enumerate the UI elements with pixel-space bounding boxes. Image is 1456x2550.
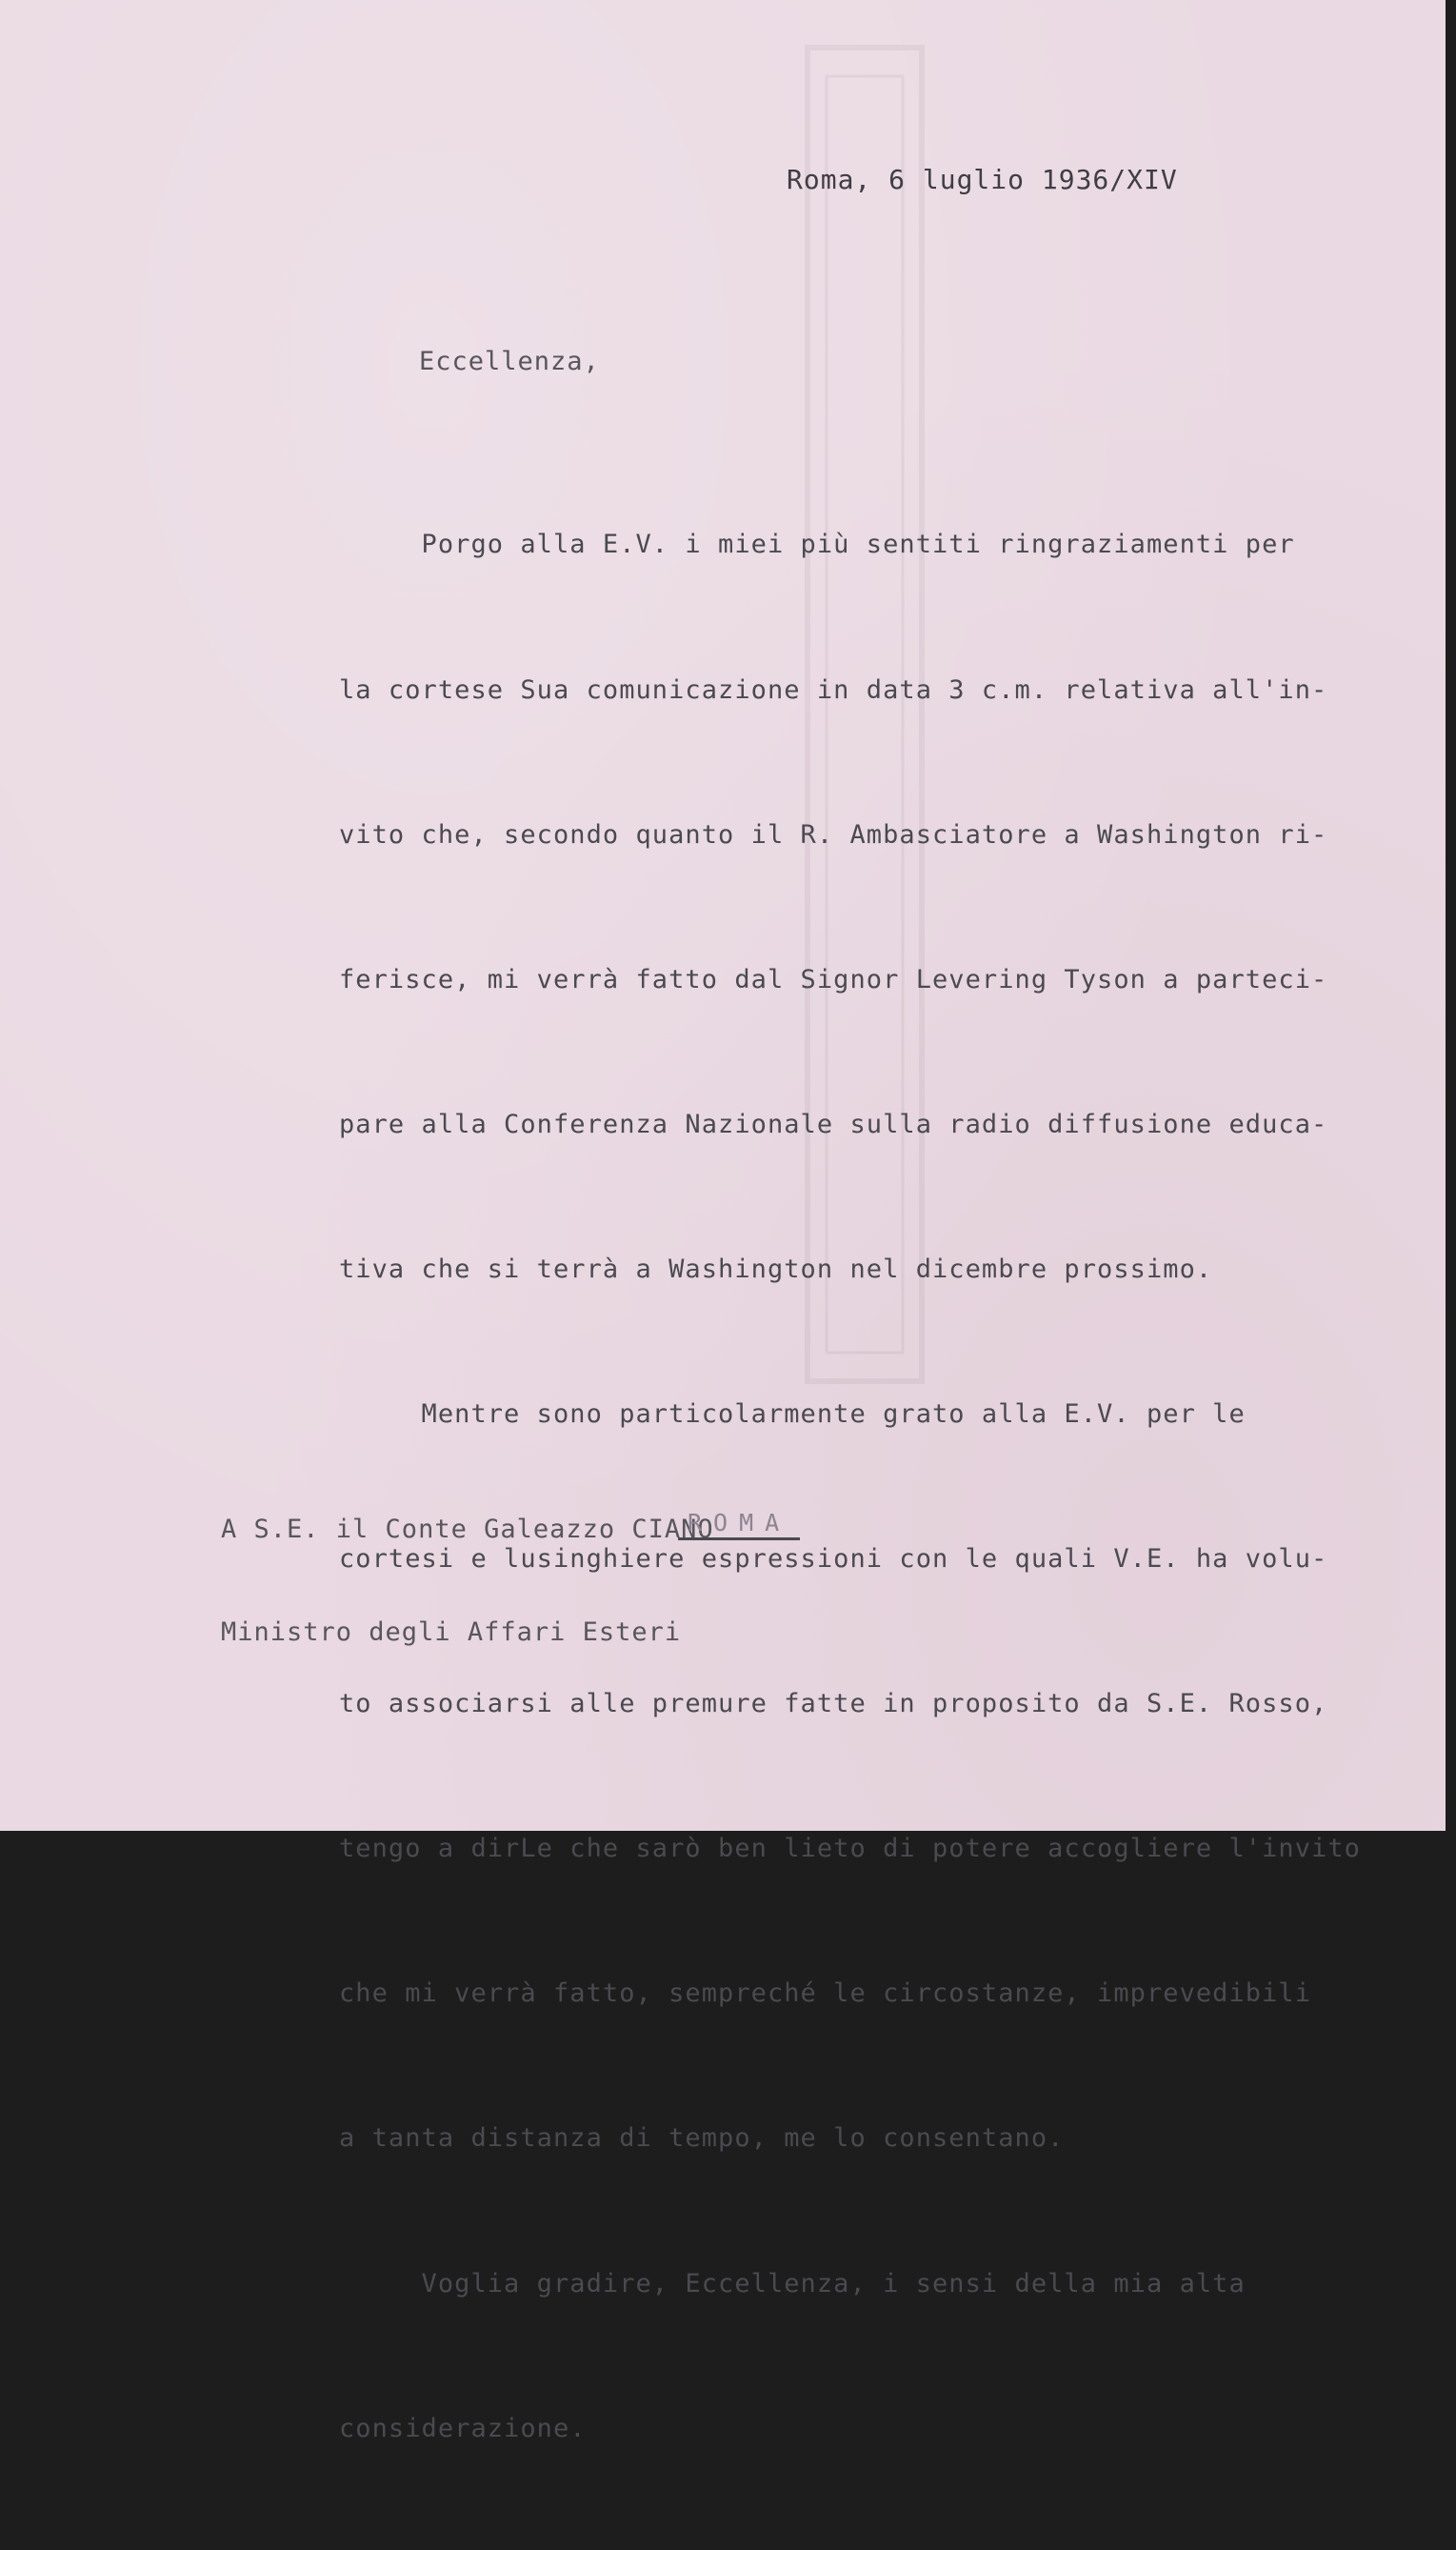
addressee-city: ROMA <box>678 1509 800 1540</box>
body-line: Voglia gradire, Eccellenza, i sensi della mia alta <box>339 2268 1246 2299</box>
body-line: a tanta distanza di tempo, me lo consentano. <box>339 2123 1065 2154</box>
body-line: to associarsi alle premure fatte in proposito da S.E. Rosso, <box>339 1689 1328 1719</box>
addressee-block <box>221 1444 714 1718</box>
body-line: Porgo alla E.V. i miei più sentiti ringraziamenti per <box>339 530 1295 560</box>
body-line: tengo a dirLe che sarò ben lieto di potere accogliere l'invito <box>339 1834 1361 1864</box>
body-line: Mentre sono particolarmente grato alla E.V. per le <box>339 1398 1246 1429</box>
body-line: pare alla Conferenza Nazionale sulla radio diffusione educa- <box>339 1109 1328 1139</box>
body-line: che mi verrà fatto, sempreché le circostanze, imprevedibili <box>339 1978 1312 2009</box>
addressee-name: A S.E. il Conte Galeazzo CIANO <box>221 1515 714 1544</box>
body-line: ferisce, mi verrà fatto dal Signor Levering Tyson a parteci- <box>339 964 1328 994</box>
body-line: vito che, secondo quanto il R. Ambasciatore a Washington ri- <box>339 819 1328 850</box>
body-line: la cortese Sua comunicazione in data 3 c.m. relativa all'in- <box>339 674 1328 705</box>
body-line: considerazione. <box>339 2413 587 2443</box>
body-line: cortesi e lusinghiere espressioni con le quali V.E. ha volu- <box>339 1544 1328 1575</box>
body-line: tiva che si terrà a Washington nel dicembre prossimo. <box>339 1254 1213 1284</box>
addressee-title: Ministro degli Affari Esteri <box>221 1617 682 1647</box>
date-line: Roma, 6 luglio 1936/XIV <box>787 164 1178 195</box>
salutation: Eccellenza, <box>419 347 600 376</box>
